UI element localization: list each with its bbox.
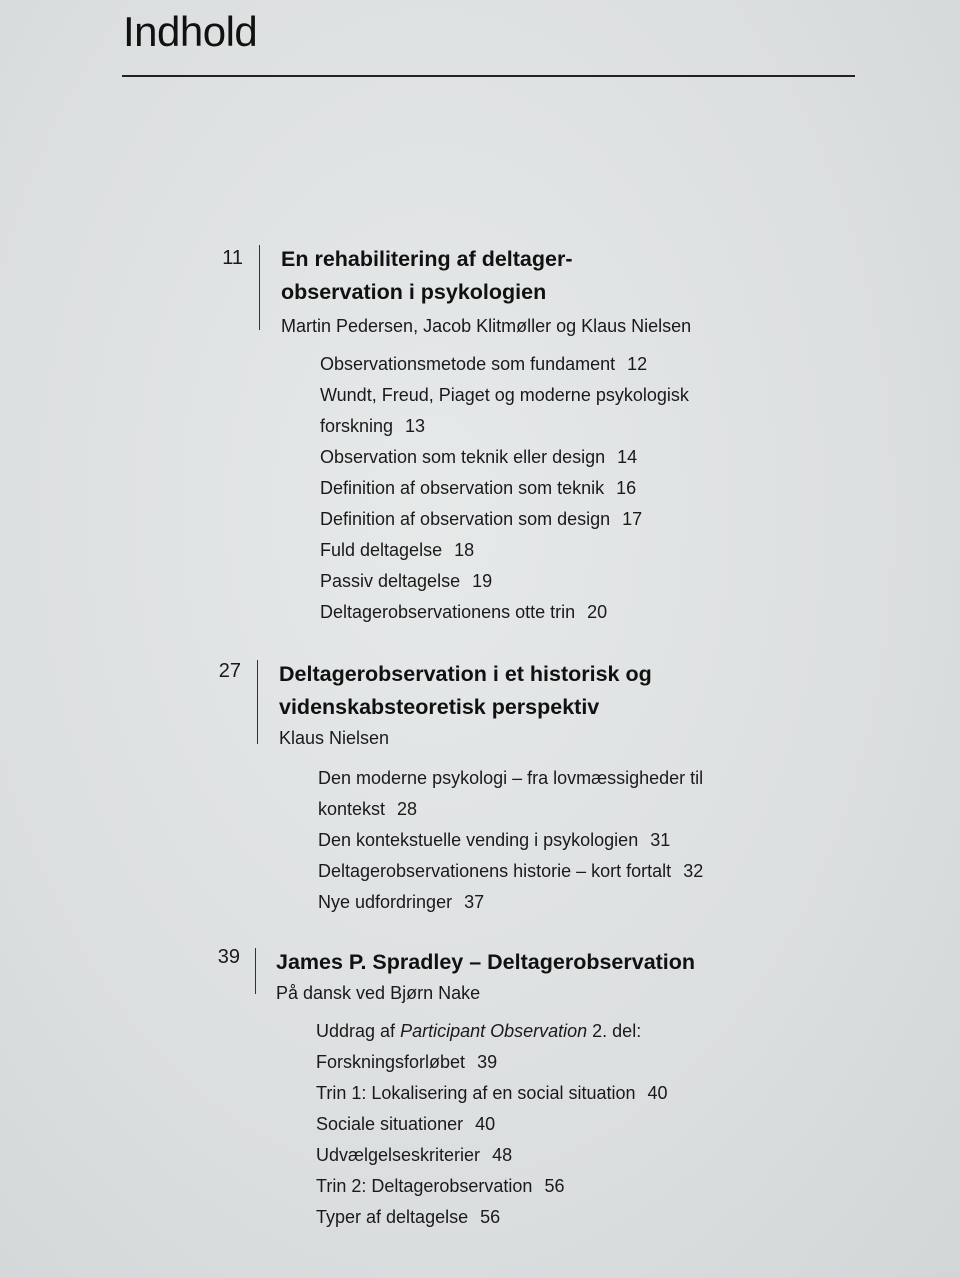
toc-entry[interactable] [320,349,689,380]
chapter-title [281,243,573,309]
toc-entry-page: 48 [492,1145,513,1165]
toc-entry-title: Passiv deltagelse [320,571,461,591]
toc-entry-page: 20 [587,602,608,622]
chapter-divider [257,660,258,744]
toc-entry-page: 37 [464,892,485,912]
toc-entry[interactable] [318,794,703,825]
toc-entry[interactable] [316,1171,668,1202]
toc-entry-page: 32 [683,861,704,881]
toc-entry-page: 56 [544,1176,565,1196]
toc-entry-page: 31 [650,830,671,850]
chapter-divider [255,948,256,994]
toc-entry[interactable] [320,473,689,504]
toc-entry[interactable] [320,535,689,566]
toc-entry[interactable] [316,1140,668,1171]
title-rule [122,75,855,77]
toc-entry-title: Udvælgelseskriterier [316,1145,481,1165]
toc-entry[interactable] [316,1047,668,1078]
chapter-title-line: James P. Spradley – Deltagerobservation [276,950,696,974]
chapter-title [279,658,652,724]
chapter-authors: Martin Pedersen, Jacob Klitmøller og Klaus Nielsen [281,316,692,336]
toc-entry[interactable] [318,825,703,856]
toc-entry-title: Forskningsforløbet [316,1052,466,1072]
toc-entry-title: Definition af observation som design [320,509,611,529]
toc-entry-title: Nye udfordringer [318,892,453,912]
toc-entry[interactable] [320,442,689,473]
toc-entry-prefix: Uddrag af [316,1021,401,1041]
page-title: Indhold [123,8,258,55]
chapter-page-number: 11 [222,247,243,269]
toc-entry-page: 39 [477,1052,498,1072]
chapter-authors: På dansk ved Bjørn Nake [276,983,481,1003]
toc-entry-page: 17 [622,509,643,529]
toc-entry-title: Definition af observation som teknik [320,478,605,498]
chapter-title-line: Deltagerobservation i et historisk og [279,662,652,686]
toc-entry[interactable] [316,1078,668,1109]
chapter-page-number: 39 [217,946,240,968]
toc-entry-title: Den moderne psykologi – fra lovmæssigheder til [318,768,704,788]
chapter-title-line: videnskabsteoretisk perspektiv [279,695,600,719]
toc-entry[interactable] [316,1016,668,1047]
toc-entry[interactable] [320,411,689,442]
toc-entry-suffix: 2. del: [587,1021,642,1041]
toc-entry-page: 19 [472,571,493,591]
chapter-title [276,946,695,979]
toc-entry-title: Observationsmetode som fundament [320,354,616,374]
toc-entry[interactable] [320,504,689,535]
toc-entry-title: Deltagerobservationens historie – kort fortalt [318,861,672,881]
chapter-authors: Klaus Nielsen [279,728,390,748]
toc-entry-page: 40 [475,1114,496,1134]
toc-entry[interactable] [318,763,703,794]
toc-entry-page: 12 [627,354,648,374]
toc-entry-title: Den kontekstuelle vending i psykologien [318,830,639,850]
toc-entry-title: Observation som teknik eller design [320,447,606,467]
toc-entry-title: Sociale situationer [316,1114,464,1134]
chapter-title-line: observation i psykologien [281,280,547,304]
chapter-title-line: En rehabilitering af deltager- [281,247,573,271]
toc-entry-title: Trin 1: Lokalisering af en social situation [316,1083,636,1103]
toc-entry-title: kontekst [318,799,386,819]
toc-entry-page: 40 [647,1083,668,1103]
toc-entry[interactable] [320,380,689,411]
chapter-entries [316,1016,668,1233]
toc-entry-title: forskning [320,416,394,436]
toc-entry-work-title: Participant Observation [400,1021,588,1041]
chapter-page-number: 27 [218,660,241,682]
toc-entry-title: Typer af deltagelse [316,1207,469,1227]
chapter-entries [320,349,689,628]
toc-entry[interactable] [320,566,689,597]
toc-entry-page: 14 [617,447,638,467]
chapter-entries [318,763,703,918]
toc-entry[interactable] [320,597,689,628]
chapter-divider [259,245,260,330]
toc-entry-page: 28 [397,799,418,819]
toc-entry-title: Fuld deltagelse [320,540,443,560]
toc-entry-title: Trin 2: Deltagerobservation [316,1176,533,1196]
toc-entry[interactable] [318,887,703,918]
toc-entry[interactable] [316,1109,668,1140]
toc-entry[interactable] [318,856,703,887]
toc-entry-page: 18 [454,540,475,560]
toc-entry-page: 56 [480,1207,501,1227]
toc-entry-page: 13 [405,416,426,436]
toc-entry[interactable] [316,1202,668,1233]
toc-entry-page: 16 [616,478,637,498]
toc-entry-title: Deltagerobservationens otte trin [320,602,576,622]
toc-entry-title: Wundt, Freud, Piaget og moderne psykologisk [320,385,689,405]
